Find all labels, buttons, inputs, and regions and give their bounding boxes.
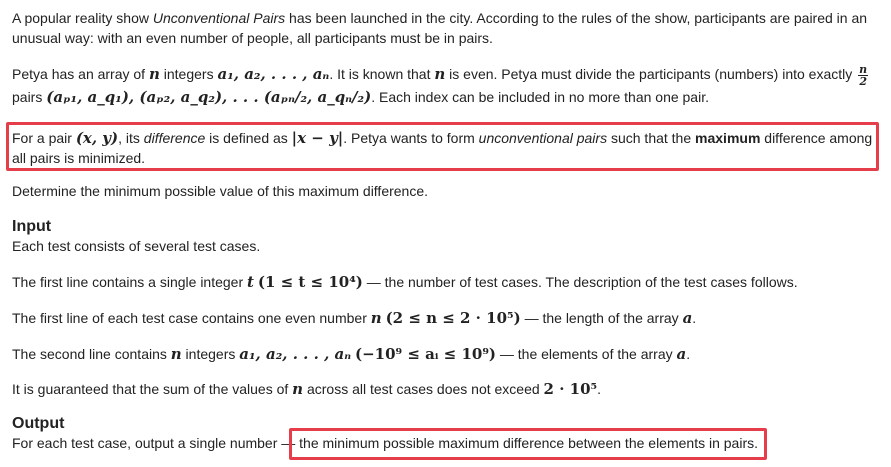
math-range: (−10⁹ ≤ aᵢ ≤ 10⁹) — [355, 345, 496, 363]
text: A popular reality show — [12, 10, 153, 26]
text: has been launched in the city. According to the rules of the show, participants are paired in an unusual way: with an even number of people, all participants must be in pairs. — [12, 10, 868, 46]
text: . Petya wants to form — [343, 130, 479, 146]
intro-paragraph-3 — [12, 128, 882, 168]
intro-paragraph-1 — [12, 8, 882, 48]
math-limit: 2 · 10⁵ — [543, 380, 598, 398]
text: — the elements of the array — [495, 346, 677, 362]
term-maximum: maximum — [695, 130, 761, 146]
math-range: (2 ≤ n ≤ 2 · 10⁵) — [385, 309, 521, 327]
fraction-numerator: n — [859, 63, 868, 76]
text: It is guaranteed that the sum of the values of — [12, 381, 293, 397]
section-title-output: Output — [12, 415, 65, 432]
text: difference among all pairs is minimized. — [12, 130, 873, 166]
intro-paragraph-2 — [12, 64, 882, 107]
text: the minimum possible maximum difference between the elements in pairs. — [299, 435, 758, 451]
math-abs: |x − y| — [291, 129, 344, 147]
input-line-5 — [12, 379, 882, 399]
input-line-4 — [12, 344, 882, 364]
section-title-input: Input — [12, 218, 52, 235]
text: — the length of the array — [520, 310, 683, 326]
text: . — [692, 310, 697, 326]
term-unconventional-pairs: unconventional pairs — [478, 130, 608, 146]
math-n: n — [370, 309, 382, 327]
text: The first line contains a single integer — [12, 274, 248, 290]
math-t: t — [247, 273, 254, 291]
show-name: Unconventional Pairs — [152, 10, 286, 26]
text: — the number of test cases. The description of the test cases follows. — [362, 274, 798, 290]
text: . It is known that — [329, 66, 435, 83]
input-line-1: Each test consists of several test cases. — [12, 238, 261, 254]
math-a: a — [682, 309, 693, 327]
text: The first line of each test case contains one even number — [12, 310, 371, 326]
math-array: a₁, a₂, . . . , aₙ — [239, 345, 352, 363]
text: , its — [118, 130, 144, 146]
intro-paragraph-4: Determine the minimum possible value of this maximum difference. — [12, 183, 429, 199]
output-line-1 — [12, 433, 882, 453]
input-line-3 — [12, 308, 882, 328]
text: is even. Petya must divide the participants (numbers) into exactly — [445, 66, 857, 83]
math-array: a₁, a₂, . . . , aₙ — [217, 65, 330, 84]
text: Petya has an array of — [12, 66, 149, 83]
text: integers — [181, 346, 240, 362]
text: For each test case, output a single number — — [12, 435, 300, 451]
text: . — [597, 381, 601, 397]
math-n: n — [292, 380, 304, 398]
text: The second line contains — [12, 346, 171, 362]
text: pairs — [12, 89, 47, 105]
text: For a pair — [12, 130, 76, 146]
math-pairs: (aₚ₁, a_q₁), (aₚ₂, a_q₂), . . . (aₚₙ/₂, a_qₙ/₂) — [46, 88, 372, 106]
math-n: n — [148, 65, 160, 84]
text: integers — [159, 66, 218, 83]
math-range: (1 ≤ t ≤ 10⁴) — [257, 273, 363, 291]
math-pair: (x, y) — [75, 129, 119, 147]
text: such that the — [607, 130, 696, 146]
math-a: a — [676, 345, 687, 363]
text: . Each index can be included in no more than one pair. — [371, 89, 709, 105]
text: . — [686, 346, 691, 362]
text: is defined as — [205, 130, 292, 146]
fraction-denominator: 2 — [859, 75, 867, 88]
text: across all test cases does not exceed — [303, 381, 544, 397]
fraction-n-over-2 — [858, 64, 868, 87]
math-n: n — [170, 345, 182, 363]
math-n: n — [434, 65, 446, 84]
term-difference: difference — [143, 130, 206, 146]
input-line-2 — [12, 272, 882, 292]
